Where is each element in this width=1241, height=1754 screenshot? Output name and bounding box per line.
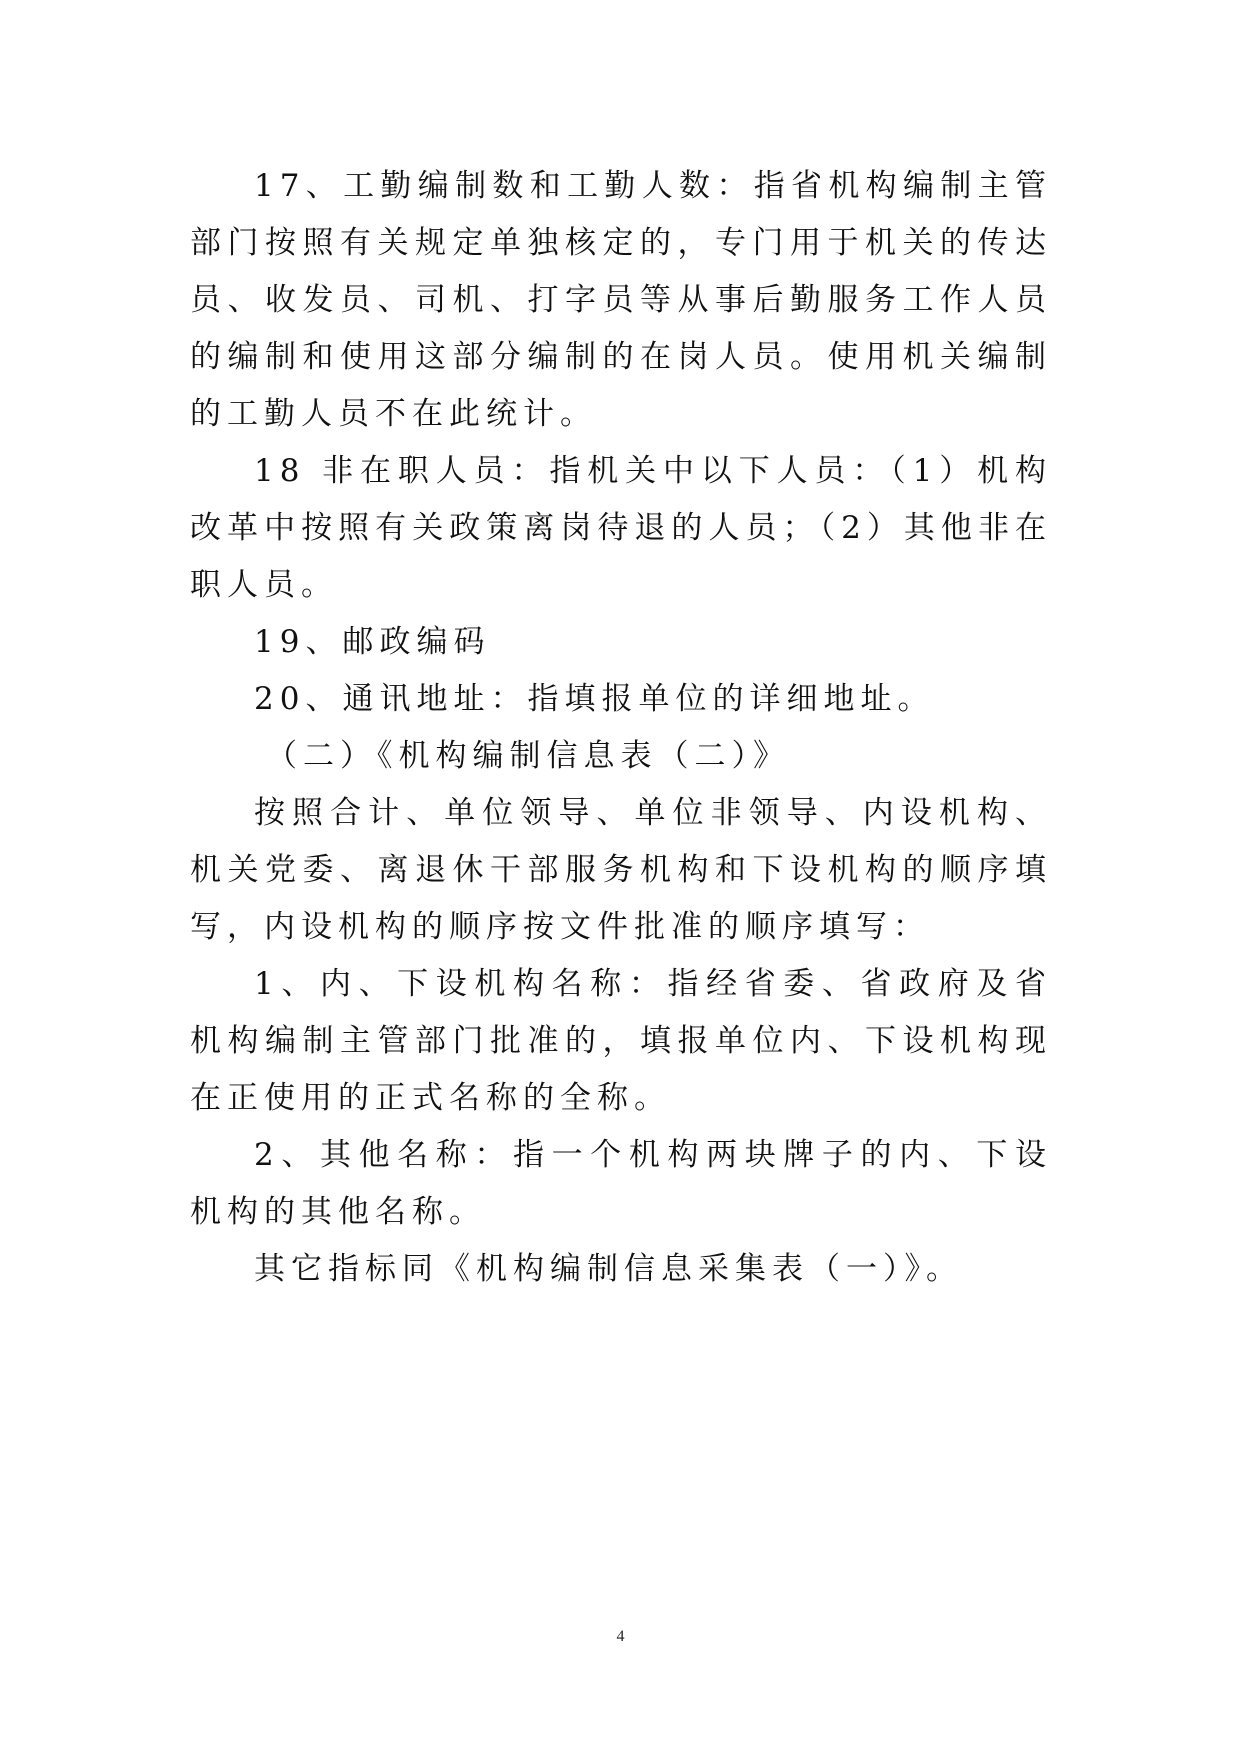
paragraph-item-18: 18 非在职人员：指机关中以下人员：（1）机构改革中按照有关政策离岗待退的人员；（2）其他非在职人员。 <box>190 453 1052 603</box>
paragraph-item-17: 17、工勤编制数和工勤人数：指省机构编制主管部门按照有关规定单独核定的，专门用于机关的传达员、收发员、司机、打字员等从事后勤服务工作人员的编制和使用这部分编制的在岗人员。使用机关编制的工勤人员不在此统计。 <box>190 168 1052 432</box>
paragraph-other-indicators: 其它指标同《机构编制信息采集表（一）》。 <box>254 1251 963 1287</box>
paragraph-item-19: 19、邮政编码 <box>254 624 491 660</box>
paragraph-fill-order: 按照合计、单位领导、单位非领导、内设机构、机关党委、离退休干部服务机构和下设机构的顺序填写，内设机构的顺序按文件批准的顺序填写： <box>190 795 1052 945</box>
paragraph-item-1: 1、内、下设机构名称：指经省委、省政府及省机构编制主管部门批准的，填报单位内、下设机构现在正使用的正式名称的全称。 <box>190 966 1052 1116</box>
paragraph-item-20: 20、通讯地址：指填报单位的详细地址。 <box>254 681 935 717</box>
document-body <box>190 158 1052 1298</box>
section-heading-table-2: （二）《机构编制信息表（二）》 <box>266 738 790 774</box>
page-number: 4 <box>616 1628 625 1645</box>
paragraph-item-2: 2、其他名称：指一个机构两块牌子的内、下设机构的其他名称。 <box>190 1137 1052 1230</box>
